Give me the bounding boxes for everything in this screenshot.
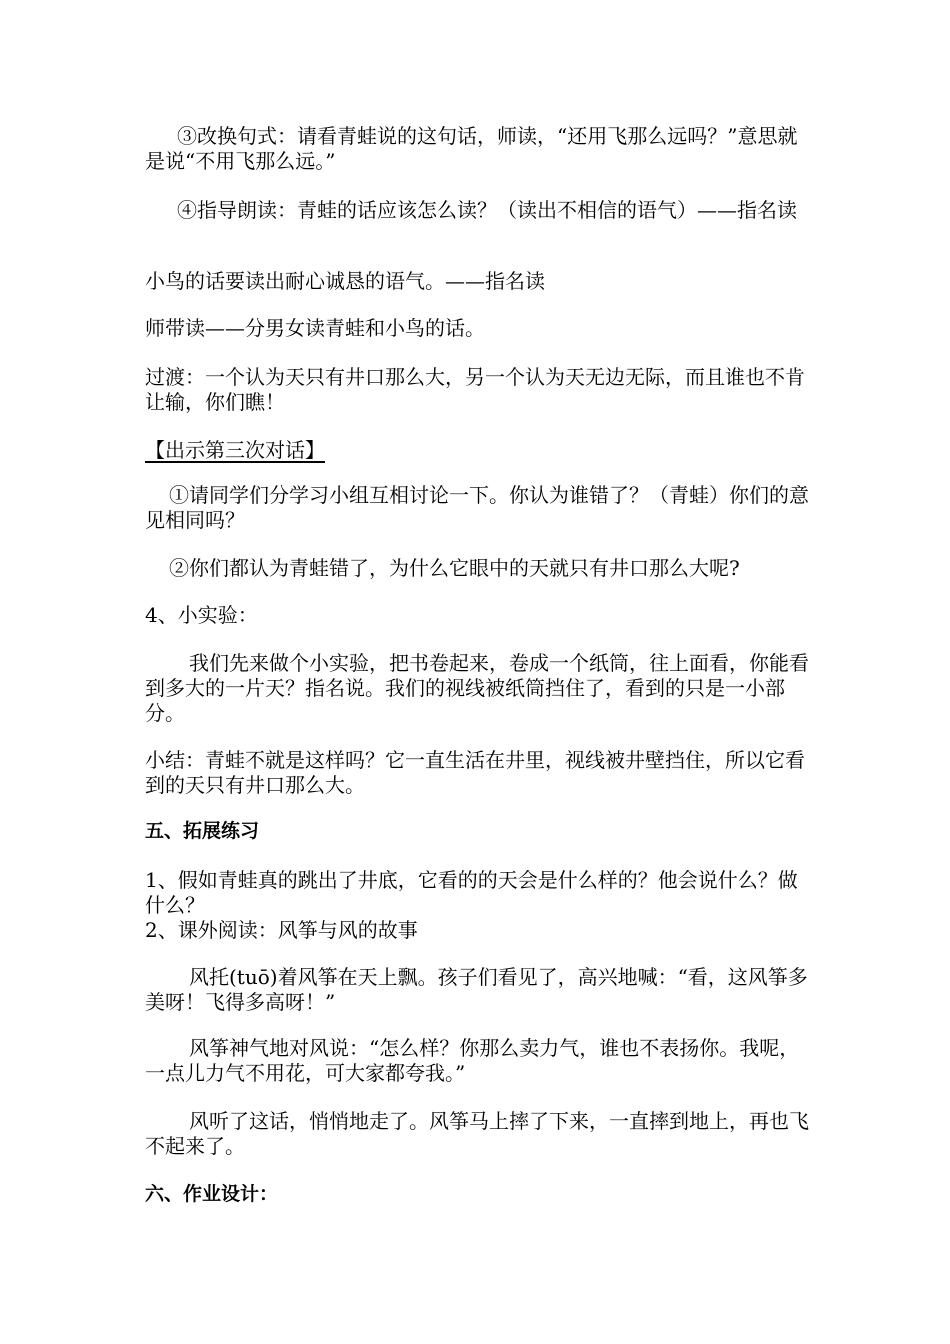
paragraph-story-1: 风托(tuō)着风筝在天上飘。孩子们看见了，高兴地喊：“看，这风筝多美呀！飞得多高呀！” [145,965,808,1014]
paragraph-transition: 过渡：一个认为天只有井口那么大，另一个认为天无边无际，而且谁也不肯让输，你们瞧！ [145,365,805,414]
paragraph-teacher-read: 师带读——分男女读青蛙和小鸟的话。 [145,316,485,340]
section-heading-homework: 六、作业设计： [145,1183,279,1205]
paragraph-exercise-2: 2、课外阅读：风筝与风的故事 [145,918,418,942]
paragraph-question: ②你们都认为青蛙错了，为什么它眼中的天就只有井口那么大呢? [169,556,740,580]
paragraph-third-dialogue: 【出示第三次对话】 [145,438,325,462]
paragraph-reading-guide: ④指导朗读：青蛙的话应该怎么读？（读出不相信的语气）——指名读 [177,198,797,222]
paragraph-story-3: 风听了这话，悄悄地走了。风筝马上摔了下来，一直摔到地上，再也飞不起来了。 [145,1109,809,1158]
paragraph-summary: 小结：青蛙不就是这样吗？它一直生活在井里，视线被井壁挡住，所以它看到的天只有井口那么大。 [145,748,805,797]
paragraph-exercise-1: 1、假如青蛙真的跳出了井底，它看的的天会是什么样的？他会说什么？做什么？ [145,868,798,917]
paragraph-bird-tone: 小鸟的话要读出耐心诚恳的语气。——指名读 [145,269,545,293]
paragraph-change-sentence: ③改换句式：请看青蛙说的这句话，师读，“还用飞那么远吗？”意思就是说“不用飞那么远。” [145,124,798,173]
paragraph-experiment-title: 4、小实验： [145,603,258,627]
paragraph-story-2: 风筝神气地对风说：“怎么样？你那么卖力气，谁也不表扬你。我呢，一点儿力气不用花，可大家都夸我。” [145,1036,800,1085]
paragraph-experiment: 我们先来做个小实验，把书卷起来，卷成一个纸筒，往上面看，你能看到多大的一片天？指名说。我们的视线被纸筒挡住了，看到的只是一小部分。 [145,651,809,725]
section-heading-extension: 五、拓展练习 [145,820,260,842]
paragraph-discussion: ①请同学们分学习小组互相讨论一下。你认为谁错了？（青蛙）你们的意见相同吗？ [145,483,809,532]
